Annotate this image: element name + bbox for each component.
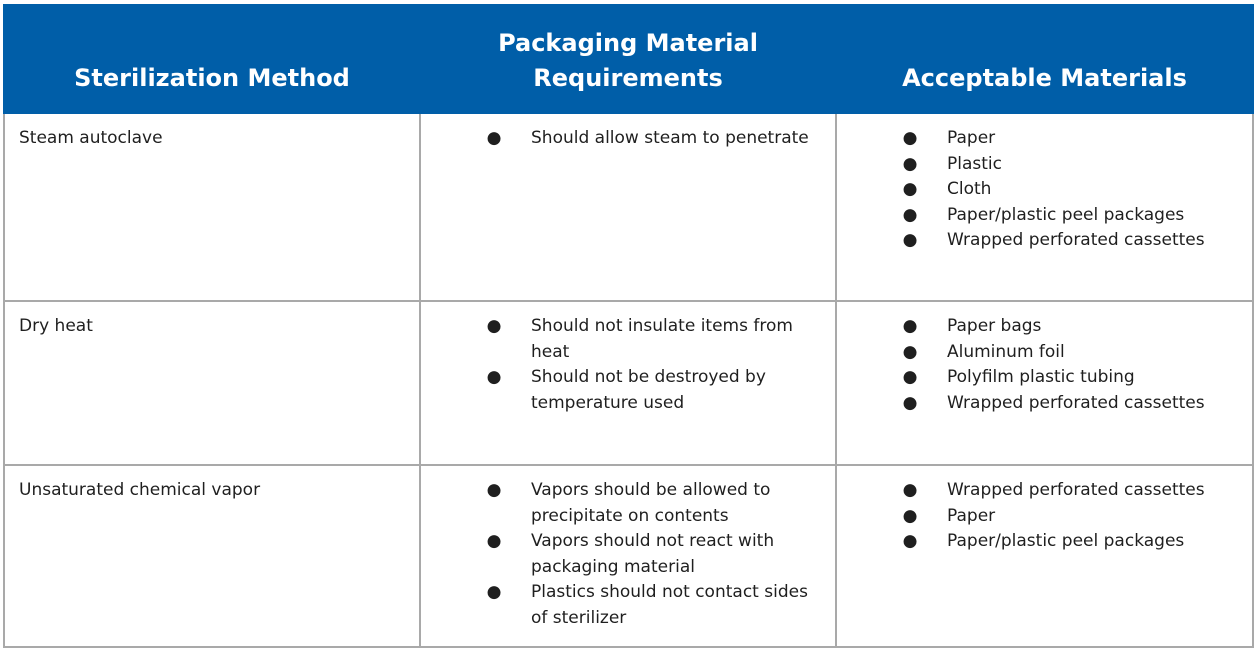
method-name: Steam autoclave (19, 128, 163, 148)
bullet-icon: ● (902, 367, 918, 387)
bullet-icon: ● (902, 128, 918, 148)
list-item (851, 478, 1238, 504)
bullet-icon: ● (902, 480, 918, 500)
list-item-text: Aluminum foil (947, 341, 1065, 362)
list-item (435, 580, 821, 631)
bullet-icon: ● (486, 480, 502, 500)
list-item-text: Should allow steam to penetrate (531, 128, 809, 148)
list-item-text: Paper bags (947, 316, 1042, 336)
table-row (4, 465, 1253, 647)
method-name: Dry heat (19, 316, 93, 336)
list-item (435, 126, 821, 152)
bullet-icon: ● (902, 505, 918, 526)
table-body (4, 113, 1253, 647)
list-item (851, 504, 1238, 530)
list-item-text: Vapors should be allowed to precipitate on contents (531, 480, 771, 526)
materials-cell (836, 465, 1253, 647)
list-item-text: Should not insulate items from heat (531, 316, 793, 362)
requirements-list (435, 126, 821, 152)
method-name: Unsaturated chemical vapor (19, 480, 261, 500)
list-item (851, 365, 1238, 391)
bullet-icon: ● (902, 153, 918, 174)
method-cell (4, 113, 420, 301)
bullet-icon: ● (486, 367, 502, 387)
materials-list (851, 314, 1238, 416)
table-header (4, 5, 1253, 113)
list-item (851, 314, 1238, 340)
materials-list (851, 478, 1238, 555)
requirements-cell (420, 113, 836, 301)
list-item (851, 340, 1238, 366)
header-acceptable-materials: Acceptable Materials (836, 5, 1253, 113)
list-item-text: Cloth (947, 179, 992, 199)
list-item-text: Paper/plastic peel packages (947, 531, 1185, 551)
list-item (851, 529, 1238, 555)
list-item-text: Plastic (947, 153, 1002, 174)
requirements-cell (420, 465, 836, 647)
header-row (4, 5, 1253, 113)
bullet-icon: ● (902, 341, 918, 362)
list-item-text: Wrapped perforated cassettes (947, 230, 1205, 250)
header-sterilization-method: Sterilization Method (4, 5, 420, 113)
list-item (851, 203, 1238, 229)
materials-cell (836, 113, 1253, 301)
bullet-icon: ● (902, 230, 918, 250)
bullet-icon: ● (902, 316, 918, 336)
list-item-text: Should not be destroyed by temperature used (531, 367, 766, 413)
list-item (435, 529, 821, 580)
list-item-text: Wrapped perforated cassettes (947, 480, 1205, 500)
list-item (851, 391, 1238, 417)
bullet-icon: ● (486, 531, 502, 551)
list-item (851, 126, 1238, 152)
bullet-icon: ● (486, 582, 502, 602)
list-item (851, 228, 1238, 254)
bullet-icon: ● (902, 204, 918, 225)
list-item (435, 365, 821, 416)
table-row (4, 301, 1253, 465)
bullet-icon: ● (486, 316, 502, 336)
bullet-icon: ● (486, 128, 502, 148)
list-item-text: Paper (947, 505, 996, 526)
list-item-text: Polyfilm plastic tubing (947, 367, 1135, 387)
materials-list (851, 126, 1238, 254)
list-item-text: Vapors should not react with packaging material (531, 531, 775, 577)
method-cell (4, 301, 420, 465)
list-item-text: Wrapped perforated cassettes (947, 392, 1205, 413)
list-item-text: Paper/plastic peel packages (947, 204, 1185, 225)
method-cell (4, 465, 420, 647)
requirements-cell (420, 301, 836, 465)
table-row (4, 113, 1253, 301)
list-item (851, 152, 1238, 178)
requirements-list (435, 314, 821, 416)
header-packaging-requirements: Packaging Material Requirements (420, 5, 836, 113)
materials-cell (836, 301, 1253, 465)
sterilization-packaging-table (3, 4, 1254, 648)
bullet-icon: ● (902, 392, 918, 413)
list-item-text: Paper (947, 128, 996, 148)
requirements-list (435, 478, 821, 631)
list-item (435, 478, 821, 529)
bullet-icon: ● (902, 531, 918, 551)
bullet-icon: ● (902, 179, 918, 199)
list-item (851, 177, 1238, 203)
list-item-text: Plastics should not contact sides of sterilizer (531, 582, 808, 628)
list-item (435, 314, 821, 365)
